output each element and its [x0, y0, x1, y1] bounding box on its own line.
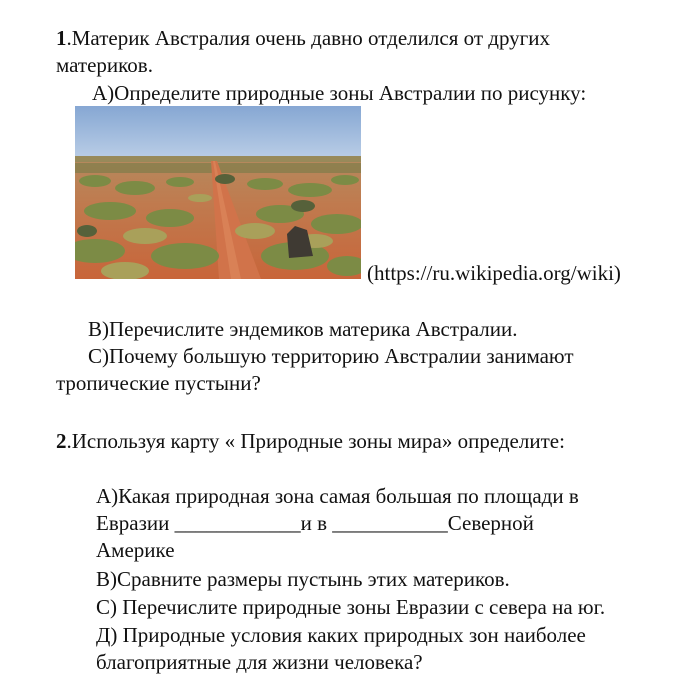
task1-question-c-line2: тропические пустыни?	[56, 371, 261, 395]
task1-number: 1	[56, 26, 67, 50]
task2-intro-text: .Используя карту « Природные зоны мира» определите:	[66, 429, 565, 453]
task1-question-c-line1: С)Почему большую территорию Австралии занимают	[88, 344, 574, 368]
task2-intro	[56, 428, 565, 454]
task1-intro-line2: материков.	[56, 53, 153, 77]
image-source-caption: (https://ru.wikipedia.org/wiki)	[367, 261, 621, 285]
task2-question-d-line2: благоприятные для жизни человека?	[96, 650, 423, 674]
task2-question-b: В)Сравните размеры пустынь этих материков.	[96, 567, 510, 591]
task1-intro-line1	[56, 25, 550, 51]
task2-number: 2	[56, 429, 67, 453]
task1-intro-text: .Материк Австралия очень давно отделился от других	[66, 26, 551, 50]
task1-question-a: А)Определите природные зоны Австралии по рисунку:	[92, 81, 587, 105]
task2-question-a-line2: Евразии ____________и в ___________Северной	[96, 511, 534, 535]
outback-photo	[75, 106, 361, 279]
task2-question-a-line1: А)Какая природная зона самая большая по площади в	[96, 484, 579, 508]
task2-question-a-line3: Америке	[96, 538, 175, 562]
task2-question-c: С) Перечислите природные зоны Евразии с севера на юг.	[96, 595, 606, 619]
task1-question-b: В)Перечислите эндемиков материка Австралии.	[88, 317, 518, 341]
task2-question-d-line1: Д) Природные условия каких природных зон наиболее	[96, 623, 586, 647]
